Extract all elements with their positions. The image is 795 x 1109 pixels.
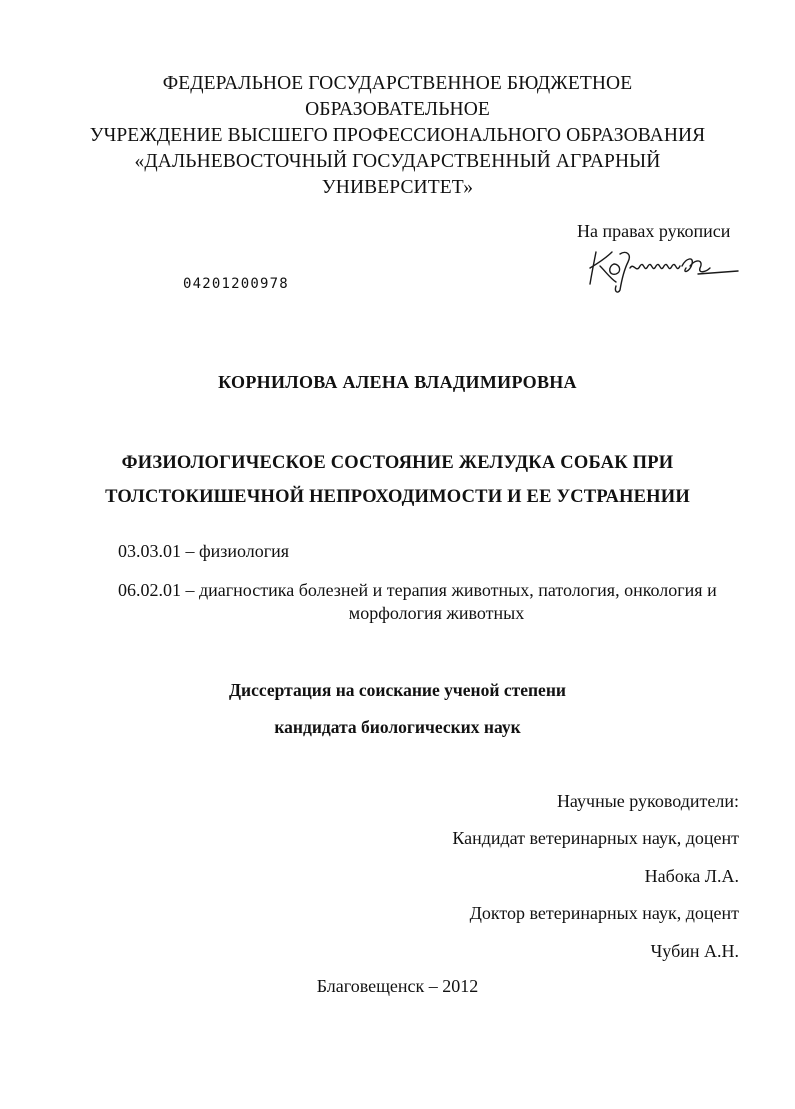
org-line-4: «ДАЛЬНЕВОСТОЧНЫЙ ГОСУДАРСТВЕННЫЙ АГРАРНЫЙ <box>134 151 661 172</box>
author-name: КОРНИЛОВА АЛЕНА ВЛАДИМИРОВНА <box>218 372 577 392</box>
handwritten-signature <box>586 244 741 296</box>
organization-header <box>60 71 735 201</box>
degree-line-1: Диссертация на соискание ученой степени <box>229 680 566 700</box>
specialty-2 <box>118 579 743 625</box>
city-year: Благовещенск – 2012 <box>316 976 479 996</box>
supervisor-1-title: Кандидат ветеринарных наук, доцент <box>452 828 739 848</box>
supervisor-2-name: Чубин А.Н. <box>650 941 739 961</box>
manuscript-rights-label: На правах рукописи <box>577 221 731 241</box>
org-line-3: УЧРЕЖДЕНИЕ ВЫСШЕГО ПРОФЕССИОНАЛЬНОГО ОБРАЗОВАНИЯ <box>89 125 706 146</box>
specialty-2-line-2: морфология животных <box>348 603 525 623</box>
specialty-1: 03.03.01 – физиология <box>118 541 290 561</box>
title-line-1: ФИЗИОЛОГИЧЕСКОЕ СОСТОЯНИЕ ЖЕЛУДКА СОБАК ПРИ <box>121 453 674 473</box>
supervisor-1-name: Набока Л.А. <box>644 866 739 886</box>
specialty-2-line-1: 06.02.01 – диагностика болезней и терапия животных, патология, онкология и <box>118 580 717 600</box>
title-line-2: ТОЛСТОКИШЕЧНОЙ НЕПРОХОДИМОСТИ И ЕЕ УСТРАНЕНИИ <box>105 487 690 507</box>
supervisors-heading: Научные руководители: <box>556 791 739 811</box>
org-line-5: УНИВЕРСИТЕТ» <box>321 177 474 198</box>
dissertation-title <box>60 446 735 514</box>
catalog-code: 04201200978 <box>183 276 289 292</box>
degree-line-2: кандидата биологических наук <box>274 717 521 737</box>
org-line-2: ОБРАЗОВАТЕЛЬНОЕ <box>305 99 490 120</box>
supervisor-2-title: Доктор ветеринарных наук, доцент <box>469 903 739 923</box>
org-line-1: ФЕДЕРАЛЬНОЕ ГОСУДАРСТВЕННОЕ БЮДЖЕТНОЕ <box>162 73 633 94</box>
